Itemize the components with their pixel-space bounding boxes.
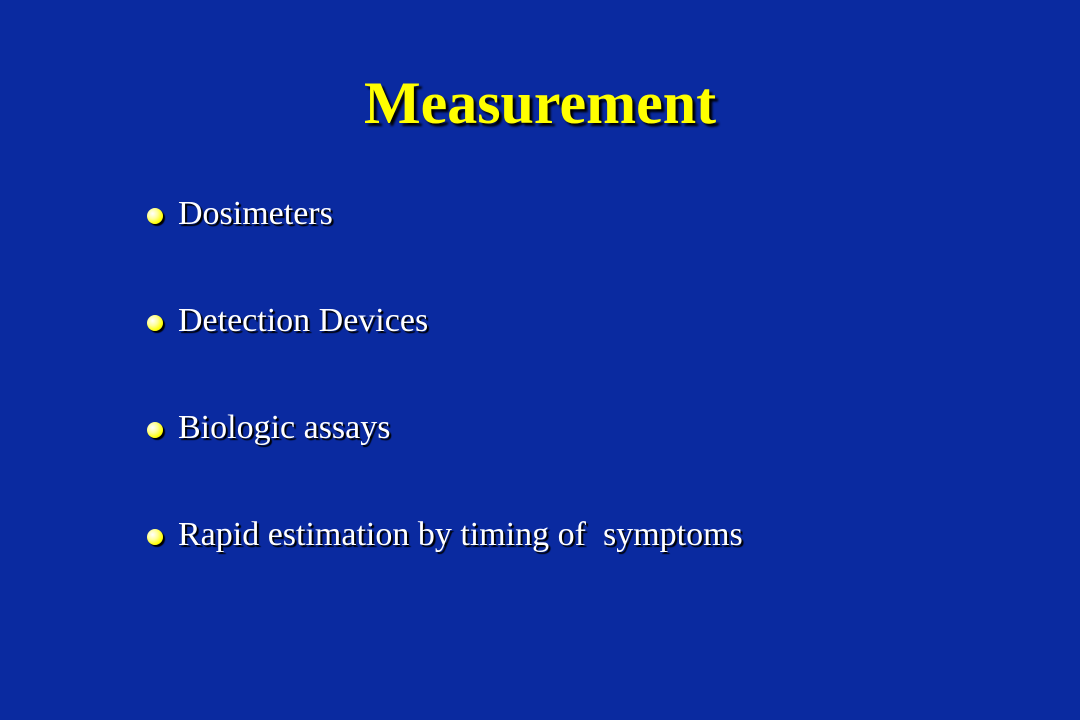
bullet-text: Biologic assays: [178, 409, 391, 446]
bullet-dot-icon: [147, 208, 163, 224]
bullet-item: [147, 406, 1047, 513]
bullet-dot-icon: [147, 422, 163, 438]
bullet-text: Dosimeters: [178, 195, 333, 232]
bullet-item: [147, 513, 1047, 620]
bullet-item: [147, 192, 1047, 299]
bullet-text: Rapid estimation by timing of symptoms: [178, 516, 743, 553]
slide-title: Measurement: [363, 70, 717, 136]
bullet-item: [147, 299, 1047, 406]
bullet-dot-icon: [147, 315, 163, 331]
bullet-list: [147, 192, 1047, 620]
bullet-dot-icon: [147, 529, 163, 545]
bullet-text: Detection Devices: [178, 302, 429, 339]
